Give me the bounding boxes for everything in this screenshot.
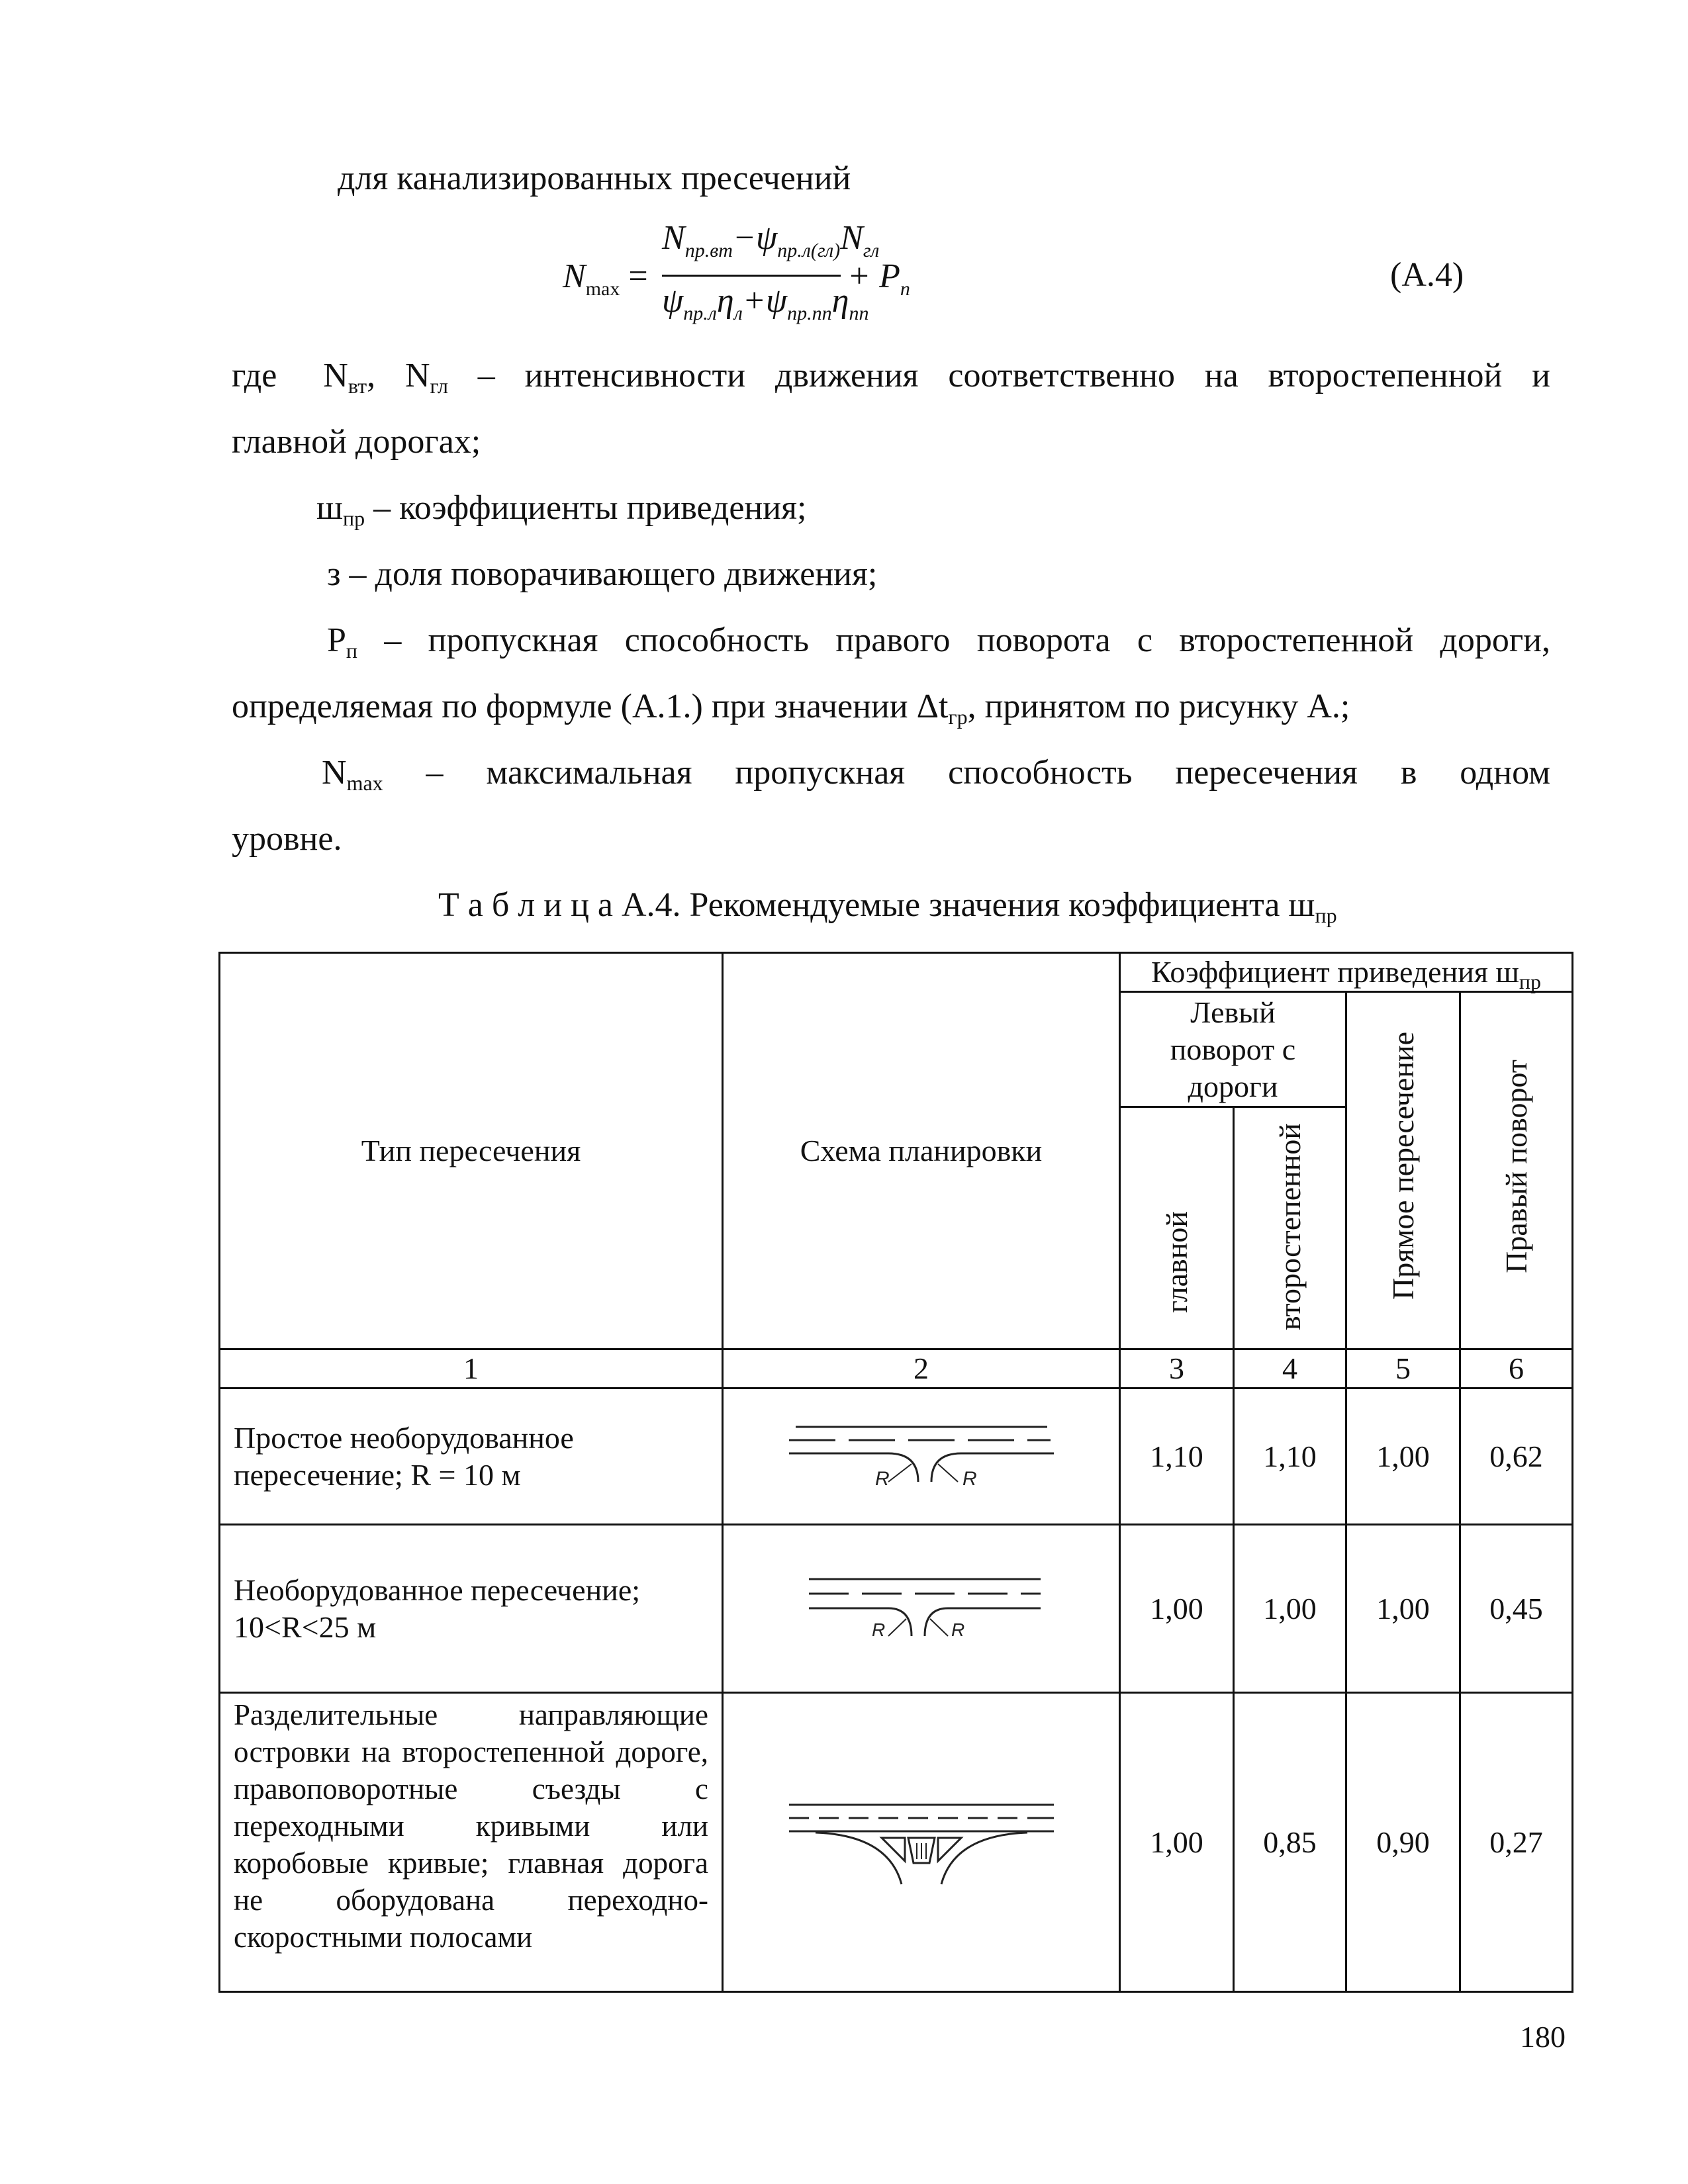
row1-scheme [723,1388,1120,1525]
row3-val-secondary: 0,85 [1234,1693,1346,1992]
row2-val-right: 0,45 [1460,1525,1573,1693]
where-line-6-b: , принятом по рисунку А.; [967,688,1350,725]
where-line-5-text: – пропускная способность правого поворота с второстепенной дороги, [357,621,1550,659]
header-main-text: главной [1159,1211,1194,1313]
header-straight-text: Прямое пересечение [1385,1032,1420,1300]
row3-scheme [723,1693,1120,1992]
header-secondary-text: второстепенной [1272,1122,1307,1330]
den-psi2-sub: пр.пп [787,302,832,324]
row3-type: Разделительные направляющие островки на второстепенной дороге, правоповоротные съезды с переходными кривыми или коробовые кривые; главная дорога не оборудована переходно-скоростными полосами [220,1693,723,1992]
col-num-3: 3 [1120,1349,1234,1388]
where-line-4: з – доля поворачивающего движения; [327,555,878,593]
num-n1-sub: пр.вт [684,240,733,261]
formula-number: (А.4) [1390,256,1464,294]
scheme-r-label: R [871,1619,885,1640]
formula-numerator [662,218,880,262]
den-psi1-sub: пр.л [683,302,717,324]
den-eta2: η [831,282,849,320]
col-num-6: 6 [1460,1349,1573,1388]
table-row [220,1388,1573,1525]
num-n1: N [662,219,685,257]
fraction-bar [662,275,841,277]
table-title-sub: пр [1315,903,1337,927]
header-right-text: Правый поворот [1499,1059,1533,1273]
row3-val-straight: 0,90 [1346,1693,1460,1992]
n-gl-sub: гл [430,374,448,398]
page-number: 180 [1520,2020,1566,2054]
col-num-1: 1 [220,1349,723,1388]
table-row [220,1525,1573,1693]
num-n2-sub: гл [863,240,880,261]
scheme-diagram-simple [782,1412,1060,1492]
psi-sub: пр [343,506,365,530]
num-n2: N [840,219,863,257]
table-title-text: Т а б л и ц а А.4. Рекомендуемые значения коэффициента ш [438,886,1315,924]
n-gl: N [404,357,430,394]
scheme-diagram-islands [776,1785,1067,1891]
where-line-3 [316,487,806,529]
where-sep: , [367,357,405,394]
dt-sub: гр [948,705,968,729]
header-coef-sub: пр [1519,970,1542,993]
scheme-diagram-unequipped [789,1565,1054,1644]
n-vt: N [323,357,348,394]
row2-val-secondary: 1,00 [1234,1525,1346,1693]
row1-val-right: 0,62 [1460,1388,1573,1525]
scheme-r-label: R [951,1619,964,1640]
den-plus-psi: +ψ [742,282,788,320]
where-line-1 [232,355,1550,397]
where-line-1-text: – интенсивности движения соответственно на второстепенной и [447,357,1550,394]
where-line-7-text: – максимальная пропускная способность пересечения в одном [383,754,1550,792]
num-psi-sub: пр.л(гл) [777,240,841,261]
n-vt-sub: вт [348,374,367,398]
where-line-2: главной дорогах; [232,423,481,461]
row3-val-main: 1,00 [1120,1693,1234,1992]
header-coef-text: Коэффициент приведения ш [1151,955,1519,989]
coefficients-table [218,952,1573,1993]
header-right-turn [1460,992,1573,1349]
nmax-sub: max [346,771,383,795]
header-left-turn: Левый поворот с дороги [1120,992,1346,1107]
header-scheme: Схема планировки [723,953,1120,1349]
row2-val-main: 1,00 [1120,1525,1234,1693]
header-coefficient [1120,953,1573,992]
header-secondary-road [1234,1107,1346,1349]
formula-a4 [563,218,1013,338]
where-lead: где [232,357,277,394]
row2-type: Необорудованное пересечение; 10<R<25 м [220,1525,723,1693]
scheme-r-label: R [874,1468,890,1490]
den-psi1: ψ [662,282,684,320]
formula-eq: = [628,257,648,295]
den-eta2-sub: пп [849,302,869,324]
table-title [438,884,1337,927]
p-symbol: P [327,621,346,659]
formula-lhs: N [563,257,586,295]
intro-line: для канализированных пресечений [338,159,851,197]
header-type: Тип пересечения [220,953,723,1349]
where-line-7 [322,752,1550,794]
row1-val-secondary: 1,10 [1234,1388,1346,1525]
col-num-2: 2 [723,1349,1120,1388]
den-eta1: η [716,282,734,320]
psi-symbol: ш [316,489,344,527]
where-line-6-a: определяемая по формуле (А.1.) при значении Δt [232,688,949,725]
den-eta1-sub: л [733,302,743,324]
scheme-r-label: R [962,1468,977,1490]
where-line-5 [327,619,1550,662]
col-num-5: 5 [1346,1349,1460,1388]
table-row [220,1693,1573,1992]
where-line-6 [232,686,1350,728]
where-line-3-text: – коэффициенты приведения; [365,489,807,527]
formula-lhs-sub: max [585,278,620,300]
formula-p-sub: п [900,278,910,300]
column-numbers-row [220,1349,1573,1388]
where-line-8: уровне. [232,820,342,858]
row1-val-main: 1,10 [1120,1388,1234,1525]
header-main-road [1120,1107,1234,1349]
row1-type: Простое необорудованное пересечение; R = 10 м [220,1388,723,1525]
nmax-symbol: N [322,754,347,792]
row2-val-straight: 1,00 [1346,1525,1460,1693]
formula-plus-p: + P [847,257,900,295]
col-num-4: 4 [1234,1349,1346,1388]
num-minus-psi: −ψ [732,219,778,257]
p-sub: п [346,639,358,662]
row1-val-straight: 1,00 [1346,1388,1460,1525]
row2-scheme [723,1525,1120,1693]
formula-denominator [662,281,869,325]
header-straight [1346,992,1460,1349]
row3-val-right: 0,27 [1460,1693,1573,1992]
